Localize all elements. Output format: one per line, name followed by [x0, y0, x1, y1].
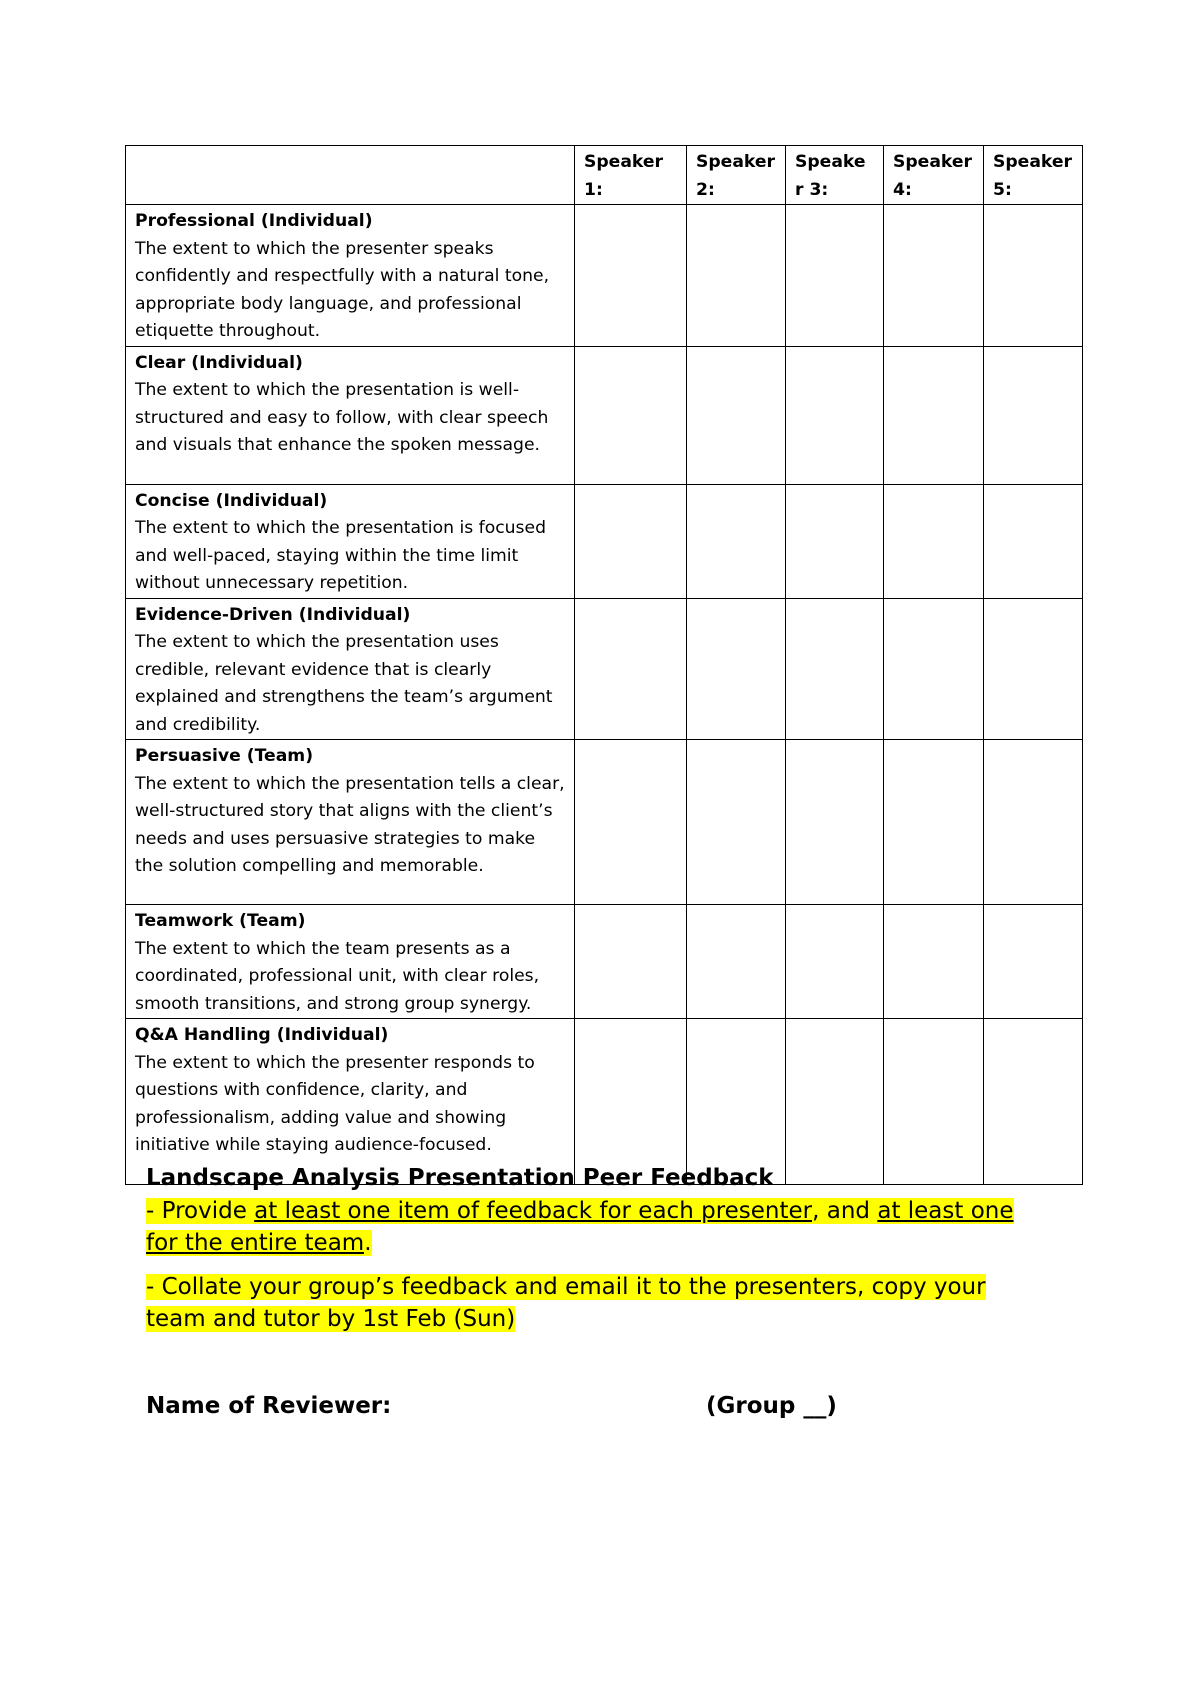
- table-row: [126, 598, 1083, 740]
- score-cell[interactable]: [884, 905, 984, 1019]
- table-row: [126, 740, 1083, 905]
- instruction-collate: [146, 1271, 1046, 1335]
- score-cell[interactable]: [687, 484, 786, 598]
- criterion-description: The extent to which the presentation tells a clear, well-structured story that aligns with the client’s needs and uses persuasive strategies to make the solution compelling and memorable.: [135, 773, 565, 876]
- score-cell[interactable]: [786, 740, 884, 905]
- score-cell[interactable]: [687, 905, 786, 1019]
- speaker-header: Speaker 3:: [786, 146, 884, 205]
- criterion-cell: [126, 346, 575, 484]
- score-cell[interactable]: [575, 1019, 687, 1185]
- score-cell[interactable]: [575, 905, 687, 1019]
- score-cell[interactable]: [884, 205, 984, 347]
- table-row: [126, 905, 1083, 1019]
- table-row: [126, 484, 1083, 598]
- score-cell[interactable]: [687, 740, 786, 905]
- instruction-connector: , and: [812, 1198, 878, 1224]
- criterion-title: Q&A Handling (Individual): [135, 1025, 389, 1045]
- score-cell[interactable]: [984, 484, 1083, 598]
- criterion-cell: [126, 740, 575, 905]
- score-cell[interactable]: [786, 346, 884, 484]
- criterion-cell: [126, 598, 575, 740]
- criterion-cell: [126, 484, 575, 598]
- table-header-row: [126, 146, 1083, 205]
- criterion-cell: [126, 205, 575, 347]
- criterion-cell: [126, 1019, 575, 1185]
- feedback-rubric-table: [125, 145, 1083, 1185]
- table-row: [126, 1019, 1083, 1185]
- criterion-title: Evidence-Driven (Individual): [135, 604, 411, 625]
- speaker-header: Speaker 1:: [575, 146, 687, 205]
- instruction-prefix: - Provide: [146, 1198, 255, 1224]
- score-cell[interactable]: [984, 905, 1083, 1019]
- criteria-header-cell: [126, 146, 575, 205]
- criterion-description: The extent to which the presentation is focused and well-paced, staying within the time limit without unnecessary repetition.: [135, 518, 546, 593]
- feedback-instructions: [146, 1162, 1046, 1335]
- score-cell[interactable]: [575, 598, 687, 740]
- criterion-title: Teamwork (Team): [135, 911, 306, 931]
- group-label: (Group __): [706, 1393, 837, 1419]
- score-cell[interactable]: [984, 1019, 1083, 1185]
- speaker-header: Speaker 4:: [884, 146, 984, 205]
- instruction-entire-team: at least one for the entire team: [146, 1198, 1014, 1256]
- score-cell[interactable]: [687, 1019, 786, 1185]
- feedback-title: Landscape Analysis Presentation Peer Feedback: [146, 1165, 774, 1191]
- score-cell[interactable]: [884, 484, 984, 598]
- speaker-header: Speaker 2:: [687, 146, 786, 205]
- instruction-each-presenter: at least one item of feedback for each presenter: [254, 1198, 813, 1224]
- score-cell[interactable]: [984, 205, 1083, 347]
- score-cell[interactable]: [786, 905, 884, 1019]
- score-cell[interactable]: [884, 346, 984, 484]
- paragraph-spacer: [146, 1259, 1046, 1271]
- score-cell[interactable]: [575, 205, 687, 347]
- score-cell[interactable]: [786, 484, 884, 598]
- score-cell[interactable]: [786, 598, 884, 740]
- reviewer-line: [146, 1390, 1046, 1423]
- score-cell[interactable]: [884, 1019, 984, 1185]
- score-cell[interactable]: [575, 740, 687, 905]
- instruction-period: .: [364, 1230, 372, 1256]
- score-cell[interactable]: [575, 484, 687, 598]
- criterion-title: Concise (Individual): [135, 490, 328, 511]
- criterion-title: Professional (Individual): [135, 211, 373, 231]
- score-cell[interactable]: [884, 740, 984, 905]
- score-cell[interactable]: [786, 205, 884, 347]
- score-cell[interactable]: [984, 346, 1083, 484]
- score-cell[interactable]: [984, 740, 1083, 905]
- criterion-description: The extent to which the presenter speaks confidently and respectfully with a natural tone, appropriate body language, and professional etiquette throughout.: [135, 238, 550, 341]
- score-cell[interactable]: [687, 598, 786, 740]
- score-cell[interactable]: [687, 346, 786, 484]
- criterion-description: The extent to which the presentation is well-structured and easy to follow, with clear speech and visuals that enhance the spoken message.: [135, 380, 549, 455]
- table-row: [126, 346, 1083, 484]
- criterion-title: Persuasive (Team): [135, 746, 314, 766]
- score-cell[interactable]: [984, 598, 1083, 740]
- table-row: [126, 205, 1083, 347]
- reviewer-name-label: Name of Reviewer:: [146, 1393, 392, 1419]
- criterion-description: The extent to which the presentation uses credible, relevant evidence that is clearly explained and strengthens the team’s argument and credibility.: [135, 632, 553, 735]
- criterion-description: The extent to which the team presents as a coordinated, professional unit, with clear roles, smooth transitions, and strong group synergy.: [135, 938, 540, 1014]
- criterion-cell: [126, 905, 575, 1019]
- instruction-collate-text: - Collate your group’s feedback and email it to the presenters, copy your team and tutor by 1st Feb (Sun): [146, 1274, 986, 1332]
- instruction-provide-feedback: [146, 1195, 1046, 1259]
- speaker-header: Speaker 5:: [984, 146, 1083, 205]
- score-cell[interactable]: [884, 598, 984, 740]
- criterion-description: The extent to which the presenter responds to questions with confidence, clarity, and professionalism, adding value and showing initiative while staying audience-focused.: [135, 1052, 535, 1155]
- score-cell[interactable]: [687, 205, 786, 347]
- score-cell[interactable]: [575, 346, 687, 484]
- score-cell[interactable]: [786, 1019, 884, 1185]
- criterion-title: Clear (Individual): [135, 352, 303, 373]
